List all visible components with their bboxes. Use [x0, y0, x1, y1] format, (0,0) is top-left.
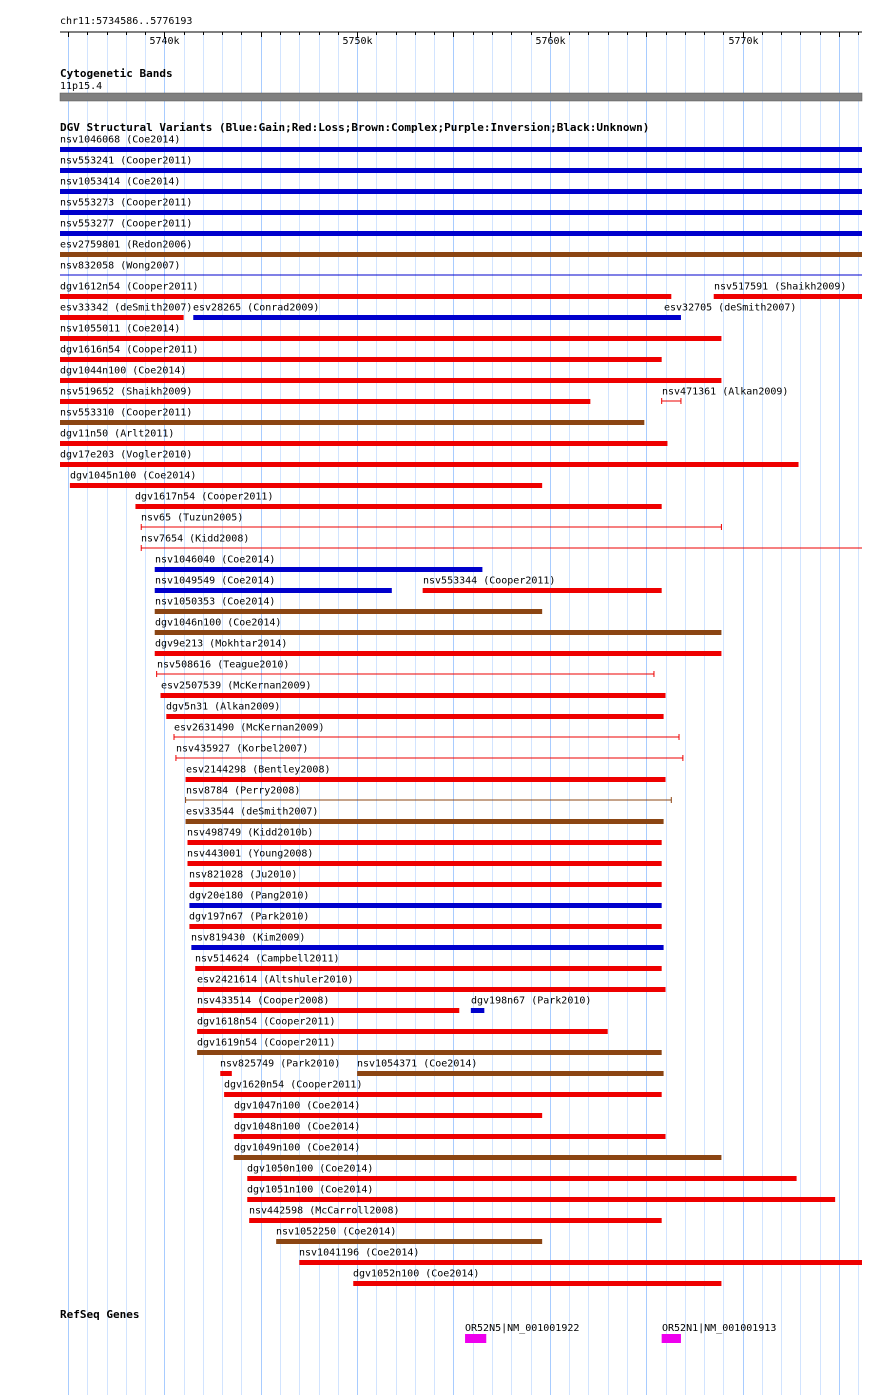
sv-feature[interactable] [60, 378, 721, 383]
sv-feature[interactable] [187, 840, 661, 845]
sv-feature[interactable] [155, 630, 722, 635]
ruler-tick-label: 5750k [342, 36, 373, 47]
sv-label[interactable]: dgv1616n54 (Cooper2011) [60, 344, 199, 356]
sv-label[interactable]: esv2144298 (Bentley2008) [186, 764, 331, 776]
sv-label[interactable]: nsv821028 (Ju2010) [189, 869, 298, 881]
sv-feature[interactable] [276, 1239, 542, 1244]
sv-label[interactable]: dgv1612n54 (Cooper2011) [60, 281, 199, 293]
sv-feature[interactable] [60, 441, 667, 446]
sv-label[interactable]: nsv553277 (Cooper2011) [60, 218, 193, 230]
sv-label[interactable]: nsv65 (Tuzun2005) [141, 512, 244, 524]
sv-feature[interactable] [195, 966, 661, 971]
sv-label[interactable]: nsv1046040 (Coe2014) [155, 554, 276, 566]
ruler-title: chr11:5734586..5776193 [60, 16, 193, 27]
sv-feature[interactable] [234, 1113, 542, 1118]
sv-label[interactable]: dgv9e213 (Mokhtar2014) [155, 638, 288, 650]
sv-feature[interactable] [714, 294, 862, 299]
sv-label[interactable]: nsv825749 (Park2010) [220, 1058, 341, 1070]
cytoband-track [60, 67, 862, 101]
dgv-track-title[interactable]: DGV Structural Variants (Blue:Gain;Red:Loss;Brown:Complex;Purple:Inversion;Black:Unknown) [60, 121, 650, 134]
sv-label[interactable]: dgv1617n54 (Cooper2011) [135, 491, 274, 503]
sv-label[interactable]: nsv1049549 (Coe2014) [155, 575, 276, 587]
sv-feature[interactable] [189, 882, 661, 887]
sv-label[interactable]: esv32705 (deSmith2007) [664, 302, 797, 314]
sv-feature[interactable] [60, 399, 590, 404]
sv-label[interactable]: dgv17e203 (Vogler2010) [60, 449, 193, 461]
gene-label[interactable]: OR52N1|NM_001001913 [662, 1323, 777, 1334]
sv-label[interactable]: nsv1046068 (Coe2014) [60, 134, 181, 146]
sv-label[interactable]: nsv498749 (Kidd2010b) [187, 827, 314, 839]
cytoband-bar[interactable] [60, 93, 862, 101]
sv-feature[interactable] [60, 189, 862, 194]
sv-feature[interactable] [135, 504, 661, 509]
sv-feature[interactable] [186, 819, 664, 824]
sv-label[interactable]: dgv1047n100 (Coe2014) [234, 1100, 361, 1112]
sv-feature[interactable] [186, 777, 666, 782]
sv-label[interactable]: esv2631490 (McKernan2009) [174, 722, 325, 734]
sv-label[interactable]: nsv7654 (Kidd2008) [141, 533, 250, 545]
sv-label[interactable]: nsv553241 (Cooper2011) [60, 155, 193, 167]
sv-label[interactable]: esv2421614 (Altshuler2010) [197, 974, 354, 986]
sv-feature[interactable] [60, 315, 184, 320]
sv-label[interactable]: dgv1049n100 (Coe2014) [234, 1142, 361, 1154]
sv-label[interactable]: nsv553344 (Cooper2011) [423, 575, 556, 587]
sv-label[interactable]: nsv832058 (Wong2007) [60, 260, 181, 272]
sv-label[interactable]: nsv1041196 (Coe2014) [299, 1247, 420, 1259]
sv-feature[interactable] [191, 945, 663, 950]
sv-label[interactable]: dgv1048n100 (Coe2014) [234, 1121, 361, 1133]
sv-feature[interactable] [197, 1008, 459, 1013]
sv-feature[interactable] [357, 1071, 663, 1076]
ruler-track [60, 16, 862, 47]
sv-feature[interactable] [299, 1260, 862, 1265]
sv-feature[interactable] [423, 588, 662, 593]
ruler-tick-label: 5770k [728, 36, 759, 47]
sv-feature[interactable] [197, 1029, 608, 1034]
sv-feature[interactable] [60, 168, 862, 173]
sv-feature[interactable] [155, 567, 483, 572]
sv-label[interactable]: dgv1619n54 (Cooper2011) [197, 1037, 336, 1049]
cytoband-track-title[interactable]: Cytogenetic Bands [60, 67, 173, 80]
ruler-ticks [69, 32, 859, 47]
sv-feature[interactable] [234, 1155, 722, 1160]
sv-label[interactable]: nsv508616 (Teague2010) [157, 659, 290, 671]
sv-feature[interactable] [60, 147, 862, 152]
sv-label[interactable]: nsv1055011 (Coe2014) [60, 323, 181, 335]
sv-label[interactable]: nsv435927 (Korbel2007) [176, 743, 309, 755]
sv-feature[interactable] [187, 861, 661, 866]
gene-label[interactable]: OR52N5|NM_001001922 [465, 1323, 580, 1334]
sv-feature[interactable] [60, 294, 671, 299]
sv-label[interactable]: nsv514624 (Campbell2011) [195, 953, 340, 965]
sv-label[interactable]: esv28265 (Conrad2009) [193, 302, 320, 314]
sv-feature[interactable] [70, 483, 542, 488]
sv-label[interactable]: dgv1044n100 (Coe2014) [60, 365, 187, 377]
sv-label[interactable]: nsv443001 (Young2008) [187, 848, 314, 860]
sv-label[interactable]: dgv20e180 (Pang2010) [189, 890, 310, 902]
dgv-features [60, 135, 862, 1287]
sv-feature[interactable] [197, 987, 665, 992]
sv-feature[interactable] [224, 1092, 662, 1097]
sv-label[interactable]: nsv553310 (Cooper2011) [60, 407, 193, 419]
sv-label[interactable]: dgv1618n54 (Cooper2011) [197, 1016, 336, 1028]
refseq-track-title[interactable]: RefSeq Genes [60, 1308, 140, 1321]
sv-label[interactable]: esv33544 (deSmith2007) [186, 806, 319, 818]
sv-feature[interactable] [193, 315, 665, 320]
sv-feature[interactable] [166, 714, 663, 719]
sv-label[interactable]: dgv1046n100 (Coe2014) [155, 617, 282, 629]
sv-feature[interactable] [664, 315, 681, 320]
sv-label[interactable]: dgv1050n100 (Coe2014) [247, 1163, 374, 1175]
sv-label[interactable]: nsv1053414 (Coe2014) [60, 176, 181, 188]
sv-feature[interactable] [249, 1218, 661, 1223]
sv-label[interactable]: dgv11n50 (Arlt2011) [60, 428, 175, 440]
sv-feature[interactable] [60, 336, 721, 341]
sv-label[interactable]: nsv517591 (Shaikh2009) [714, 281, 847, 293]
gene-feature[interactable] [662, 1334, 681, 1343]
sv-feature[interactable] [247, 1197, 835, 1202]
sv-feature[interactable] [353, 1281, 721, 1286]
sv-label[interactable]: dgv1052n100 (Coe2014) [353, 1268, 480, 1280]
sv-label[interactable]: nsv471361 (Alkan2009) [662, 386, 789, 398]
sv-label[interactable]: nsv553273 (Cooper2011) [60, 197, 193, 209]
sv-feature[interactable] [155, 588, 392, 593]
sv-feature[interactable] [189, 924, 661, 929]
sv-label[interactable]: esv2759801 (Redon2006) [60, 239, 193, 251]
sv-feature[interactable] [471, 1008, 484, 1013]
ruler-tick-label: 5760k [535, 36, 566, 47]
gene-feature[interactable] [465, 1334, 486, 1343]
sv-label[interactable]: nsv433514 (Cooper2008) [197, 995, 330, 1007]
sv-label[interactable]: nsv1050353 (Coe2014) [155, 596, 276, 608]
sv-feature[interactable] [155, 651, 722, 656]
sv-feature[interactable] [161, 693, 666, 698]
sv-feature[interactable] [60, 210, 862, 215]
sv-feature[interactable] [234, 1134, 666, 1139]
sv-feature[interactable] [220, 1071, 232, 1076]
cytoband-label: 11p15.4 [60, 81, 103, 92]
sv-label[interactable]: nsv1052250 (Coe2014) [276, 1226, 397, 1238]
sv-label[interactable]: dgv1051n100 (Coe2014) [247, 1184, 374, 1196]
sv-feature[interactable] [155, 609, 542, 614]
sv-label[interactable]: nsv819430 (Kim2009) [191, 932, 306, 944]
sv-label[interactable]: dgv5n31 (Alkan2009) [166, 701, 281, 713]
sv-label[interactable]: nsv8784 (Perry2008) [186, 785, 301, 797]
sv-label[interactable]: esv33342 (deSmith2007) [60, 302, 193, 314]
sv-feature[interactable] [189, 903, 661, 908]
sv-label[interactable]: esv2507539 (McKernan2009) [161, 680, 312, 692]
sv-label[interactable]: nsv519652 (Shaikh2009) [60, 386, 193, 398]
sv-feature[interactable] [60, 231, 862, 236]
sv-feature[interactable] [60, 252, 862, 257]
sv-feature[interactable] [60, 357, 662, 362]
sv-label[interactable]: dgv1045n100 (Coe2014) [70, 470, 197, 482]
sv-label[interactable]: dgv198n67 (Park2010) [471, 995, 592, 1007]
sv-label[interactable]: nsv442598 (McCarroll2008) [249, 1205, 400, 1217]
sv-feature[interactable] [247, 1176, 796, 1181]
ruler-tick-label: 5740k [149, 36, 180, 47]
sv-feature[interactable] [197, 1050, 662, 1055]
refseq-track [60, 1308, 776, 1343]
sv-label[interactable]: dgv197n67 (Park2010) [189, 911, 310, 923]
sv-feature[interactable] [60, 462, 799, 467]
sv-label[interactable]: nsv1054371 (Coe2014) [357, 1058, 478, 1070]
dgv-track [60, 121, 862, 1286]
sv-label[interactable]: dgv1620n54 (Cooper2011) [224, 1079, 363, 1091]
sv-feature[interactable] [60, 420, 644, 425]
